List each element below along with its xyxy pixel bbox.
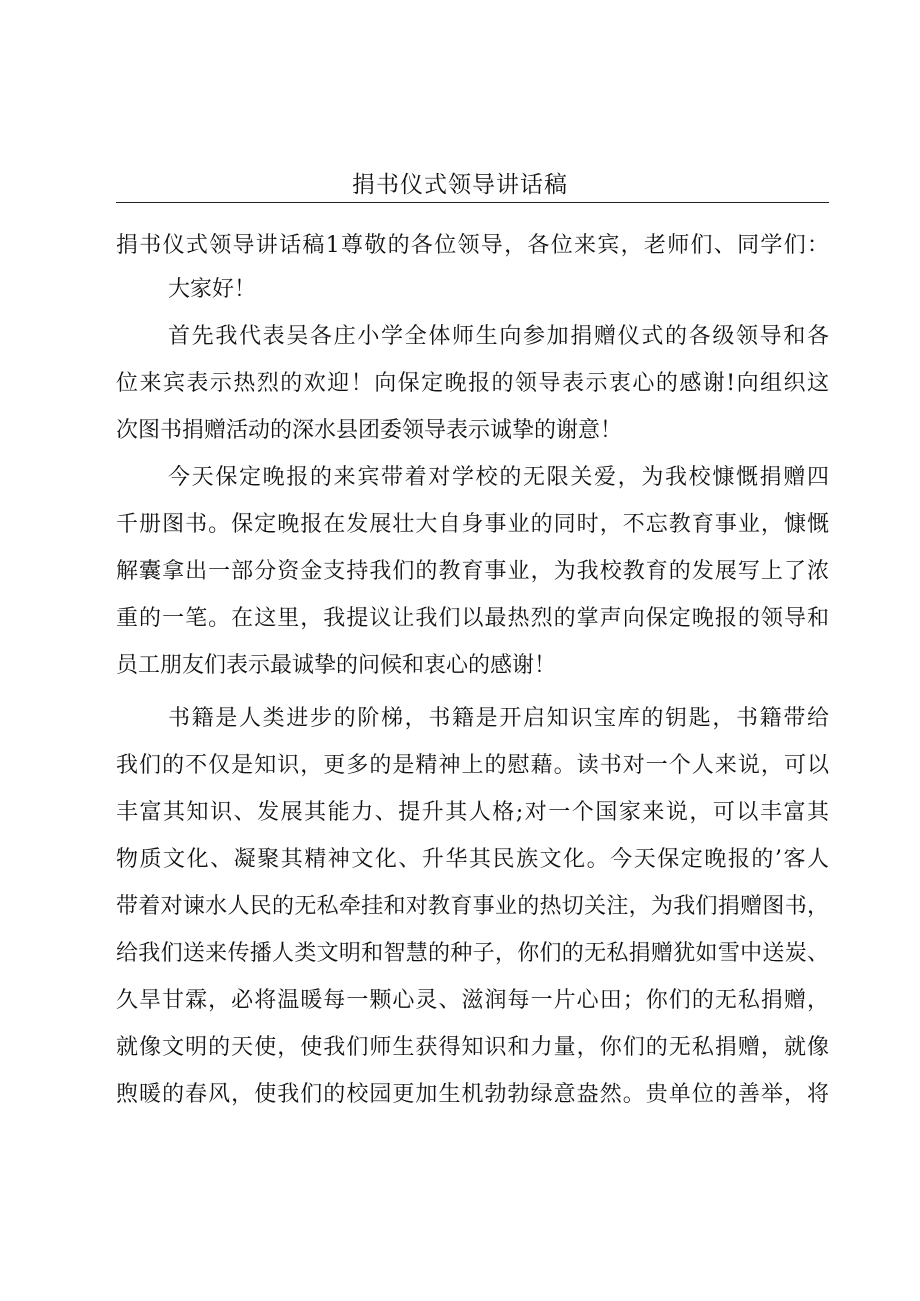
paragraph-line: 我们的不仅是知识，更多的是精神上的慰藉。读书对一个人来说，可以	[116, 753, 829, 778]
paragraph-line: 物质文化、凝聚其精神文化、升华其民族文化。今天保定晚报的’客人	[116, 847, 829, 872]
paragraph-line: 书籍是人类进步的阶梯，书籍是开启知识宝库的钥匙，书籍带给	[168, 706, 829, 731]
paragraph-line: 首先我代表吴各庄小学全体师生向参加捐赠仪式的各级领导和各	[168, 324, 829, 349]
paragraph-line: 员工朋友们表示最诚挚的问候和衷心的感谢！	[116, 653, 557, 678]
paragraph-line: 大家好！	[168, 277, 257, 302]
paragraph-line: 今天保定晚报的来宾带着对学校的无限关爱，为我校慷慨捐赠四	[168, 465, 829, 490]
paragraph-line: 给我们送来传播人类文明和智慧的种子，你们的无私捐赠犹如雪中送炭、	[116, 941, 829, 966]
paragraph-line: 千册图书。保定晚报在发展壮大自身事业的同时，不忘教育事业，慷慨	[116, 512, 829, 537]
paragraph-line: 次图书捐赠活动的深水县团委领导表示诚挚的谢意！	[116, 418, 623, 443]
paragraph-line: 捐书仪式领导讲话稿1尊敬的各位领导，各位来宾，老师们、同学们：	[116, 233, 829, 258]
title-underline	[116, 202, 829, 203]
paragraph-line: 位来宾表示热烈的欢迎！向保定晚报的领导表示衷心的感谢!向组织这	[116, 371, 829, 396]
paragraph-line: 就像文明的天使，使我们师生获得知识和力量，你们的无私捐赠，就像	[116, 1035, 829, 1060]
paragraph-line: 丰富其知识、发展其能力、提升其人格;对一个国家来说，可以丰富其	[116, 800, 829, 825]
paragraph-line: 煦暖的春风，使我们的校园更加生机勃勃绿意盎然。贵单位的善举，将	[116, 1082, 829, 1107]
paragraph-line: 重的一笔。在这里，我提议让我们以最热烈的掌声向保定晚报的领导和	[116, 606, 829, 631]
paragraph-line: 久旱甘霖，必将温暖每一颗心灵、滋润每一片心田；你们的无私捐赠，	[116, 988, 829, 1013]
paragraph-line: 解囊拿出一部分资金支持我们的教育事业，为我校教育的发展写上了浓	[116, 559, 829, 584]
paragraph-line: 带着对谏水人民的无私牵挂和对教育事业的热切关注，为我们捐赠图书，	[116, 894, 829, 919]
document-title: 捐书仪式领导讲话稿	[352, 172, 568, 198]
